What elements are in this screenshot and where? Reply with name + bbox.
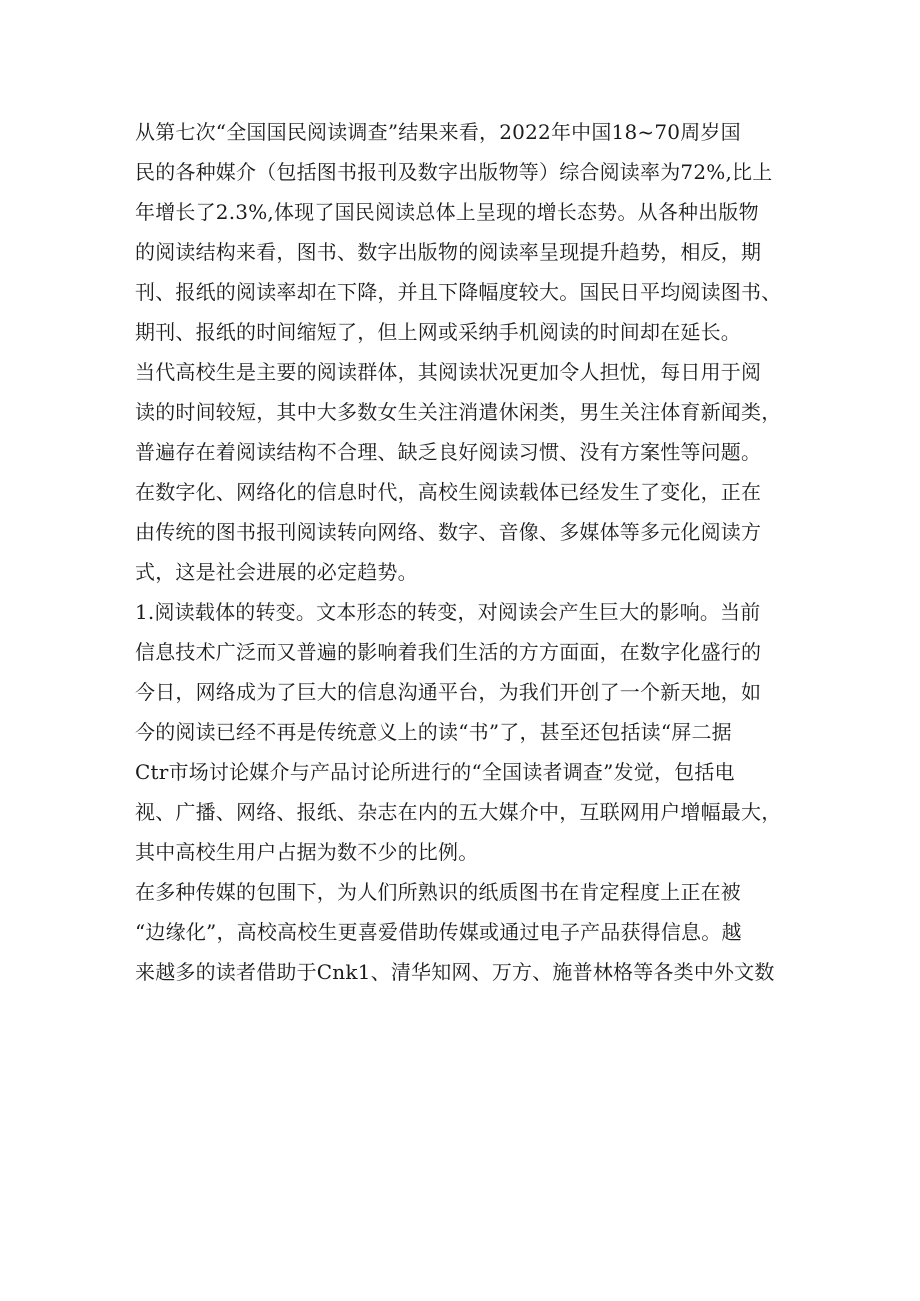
- text-line: 的阅读结构来看，图书、数字出版物的阅读率呈现提升趋势，相反，期: [135, 240, 762, 264]
- text-line: 今的阅读已经不再是传统意义上的读“书”了，甚至还包括读“屏二据: [135, 720, 732, 744]
- text-line: “边缘化”，高校高校生更喜爱借助传媒或通过电子产品获得信息。越: [135, 920, 742, 944]
- text-line: 其中高校生用户占据为数不少的比例。: [135, 840, 479, 864]
- text-line: 在多种传媒的包围下，为人们所熟识的纸质图书在肯定程度上正在被: [135, 880, 741, 904]
- text-line: 信息技术广泛而又普遍的影响着我们生活的方方面面，在数字化盛行的: [135, 640, 762, 664]
- text-line: 式，这是社会进展的必定趋势。: [135, 560, 418, 584]
- document-page: [135, 112, 785, 992]
- text-line: 视、广播、网络、报纸、杂志在内的五大媒介中，互联网用户增幅最大，: [135, 800, 782, 824]
- text-line: 刊、报纸的阅读率却在下降，并且下降幅度较大。国民日平均阅读图书、: [135, 280, 782, 304]
- text-line: 民的各种媒介（包括图书报刊及数字出版物等）综合阅读率为72%,比上: [135, 160, 773, 184]
- text-line: 来越多的读者借助于Cnk1、清华知网、万方、施普林格等各类中外文数: [135, 960, 775, 984]
- text-line: 年增长了2.3%,体现了国民阅读总体上呈现的增长态势。从各种出版物: [135, 200, 759, 224]
- text-line: 今日，网络成为了巨大的信息沟通平台，为我们开创了一个新天地，如: [135, 680, 762, 704]
- text-line: Ctr市场讨论媒介与产品讨论所进行的“全国读者调查”发觉，包括电: [135, 760, 735, 784]
- text-line: 当代高校生是主要的阅读群体，其阅读状况更加令人担忧，每日用于阅: [135, 360, 762, 384]
- text-line: 从第七次“全国国民阅读调查”结果来看，2022年中国18~70周岁国: [135, 120, 741, 144]
- text-line: 读的时间较短，其中大多数女生关注消遣休闲类，男生关注体育新闻类，: [135, 400, 782, 424]
- text-line: 由传统的图书报刊阅读转向网络、数字、音像、多媒体等多元化阅读方: [135, 520, 762, 544]
- text-line: 在数字化、网络化的信息时代，高校生阅读载体已经发生了变化，正在: [135, 480, 762, 504]
- text-line: 1.阅读载体的转变。文本形态的转变，对阅读会产生巨大的影响。当前: [135, 600, 761, 624]
- text-line: 期刊、报纸的时间缩短了，但上网或采纳手机阅读的时间却在延长。: [135, 320, 741, 344]
- text-line: 普遍存在着阅读结构不合理、缺乏良好阅读习惯、没有方案性等问题。: [135, 440, 762, 464]
